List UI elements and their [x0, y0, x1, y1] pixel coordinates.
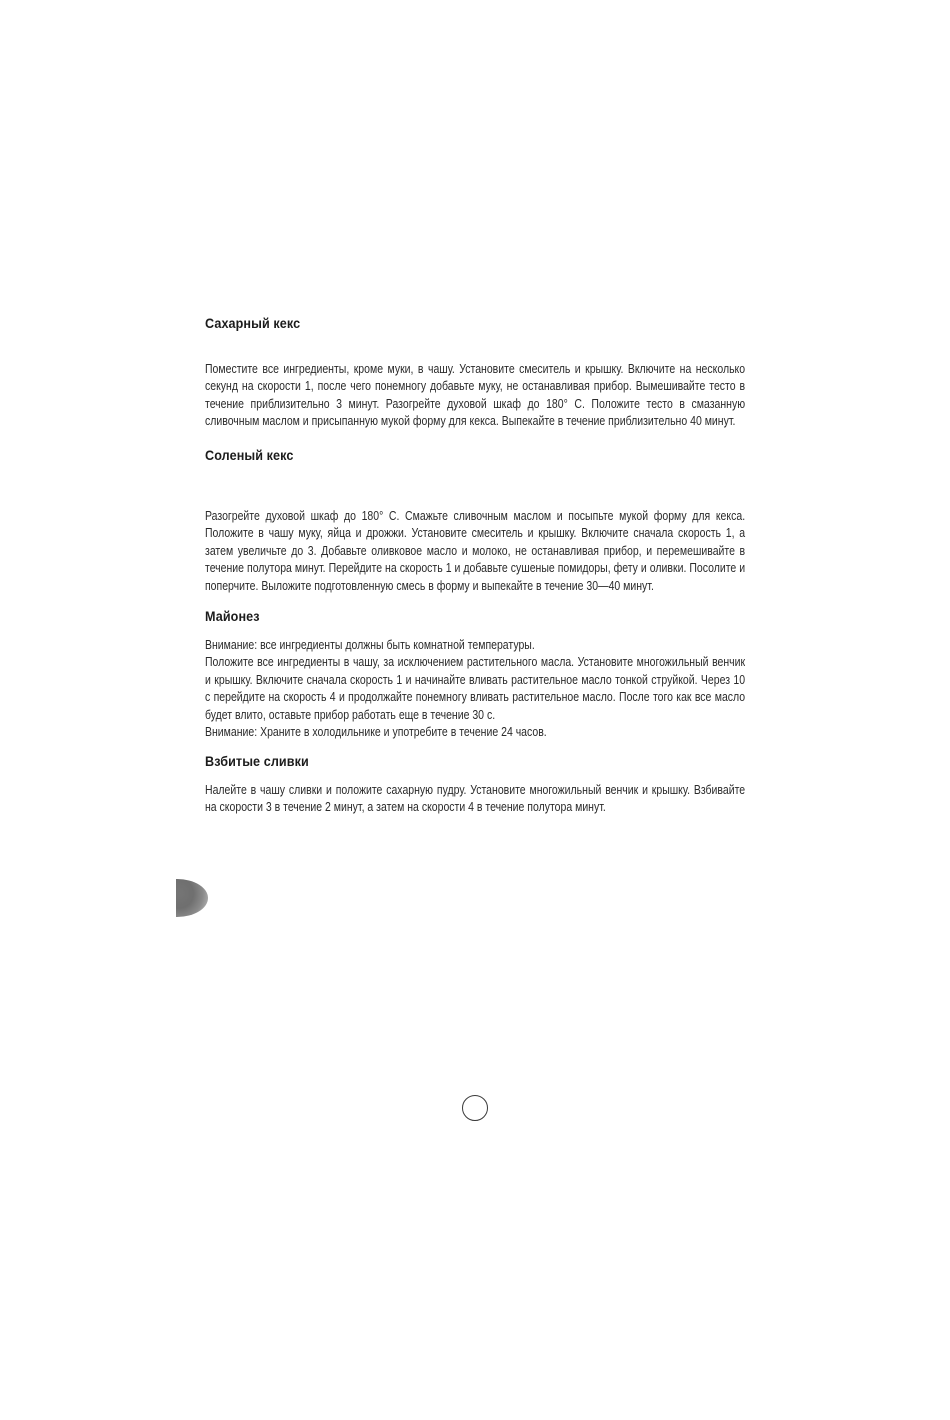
recipe-paragraph: Налейте в чашу сливки и положите сахарную пудру. Установите многожильный венчик и крышку. Взбивайте на скорости 3 в течение 2 минут, а затем на скорости 4 в течение полутора минут.	[205, 783, 746, 815]
recipe-body-savory-cake	[205, 508, 745, 595]
recipe-paragraph: Поместите все ингредиенты, кроме муки, в чашу. Установите смеситель и крышку. Включите на несколько секунд на скорости 1, после чего понемногу добавьте муку, не останавливая прибор. Вымешивайте тесто в течение приблизительно 3 минут. Разогрейте духовой шкаф до 180° С. Положите тесто в смазанную сливочным маслом и присыпанную мукой форму для кекса. Выпекайте в течение приблизительно 40 минут.	[205, 362, 746, 429]
gray-dome-graphic	[176, 879, 208, 917]
recipe-heading-savory-cake: Соленый кекс	[205, 447, 294, 463]
recipe-heading-mayonnaise: Майонез	[205, 608, 260, 624]
recipe-note-line: Внимание: Храните в холодильнике и употребите в течение 24 часов.	[205, 725, 547, 740]
page-number-circle	[462, 1095, 488, 1121]
recipe-paragraph: Разогрейте духовой шкаф до 180° С. Смажьте сливочным маслом и посыпьте мукой форму для кекса. Положите в чашу муку, яйца и дрожжи. Установите смеситель и крышку. Включите сначала скорость 1, а затем увеличьте до 3. Добавьте оливковое масло и молоко, не останавливая прибор, и перемешивайте в течение полутора минут. Перейдите на скорость 1 и добавьте сушеные помидоры, фету и оливки. Посолите и поперчите. Выложите подготовленную смесь в форму и выпекайте в течение 30—40 минут.	[205, 509, 746, 593]
recipe-note-line: Внимание: все ингредиенты должны быть комнатной температуры.	[205, 638, 535, 652]
recipe-body-whipped-cream	[205, 782, 745, 817]
recipe-heading-whipped-cream: Взбитые сливки	[205, 753, 309, 769]
recipe-paragraph: Положите все ингредиенты в чашу, за исключением растительного масла. Установите многожильный венчик и крышку. Включите сначала скорость 1 и начинайте вливать растительное масло тонкой струйкой. Через 10 с перейдите на скорость 4 и продолжайте понемногу вливать растительное масло. После того как все масло будет влито, оставьте прибор работать еще в течение 30 с.	[205, 655, 746, 722]
recipe-body-sugar-cake	[205, 361, 745, 431]
recipe-body-mayonnaise	[205, 637, 745, 741]
recipe-heading-sugar-cake: Сахарный кекс	[205, 315, 301, 331]
